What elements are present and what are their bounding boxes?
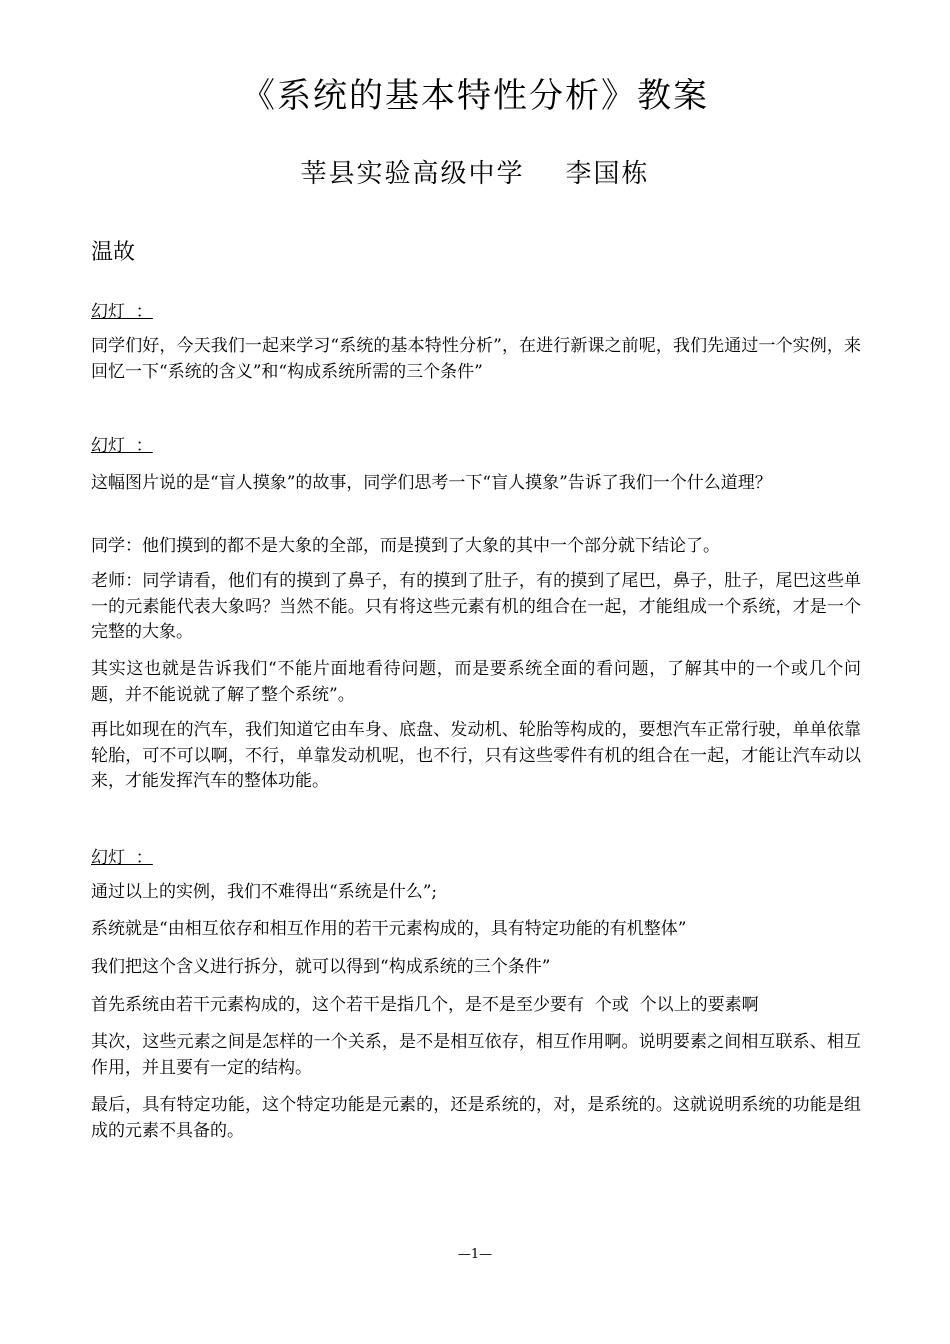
- slide-label-3: 幻灯 ：: [91, 848, 153, 868]
- paragraph: 再比如现在的汽车，我们知道它由车身、底盘、发动机、轮胎等构成的，要想汽车正常行驶，单单依靠轮胎，可不可以啊，不行，单靠发动机呢，也不行，只有这些零件有机的组合在一起，才能让汽车动以来，才能发挥汽车的整体功能。: [91, 720, 861, 791]
- author-line: 莘县实验高级中学 李国栋: [300, 159, 650, 189]
- paragraph: 我们把这个含义进行拆分，就可以得到“构成系统的三个条件”: [91, 957, 551, 977]
- paragraph: 最后，具有特定功能，这个特定功能是元素的，还是系统的，对，是系统的。这就说明系统的功能是组成的元素不具备的。: [91, 1095, 861, 1141]
- section-heading: 温故: [91, 240, 136, 265]
- paragraph: 其次，这些元素之间是怎样的一个关系，是不是相互依存，相互作用啊。说明要素之间相互联系、相互作用，并且要有一定的结构。: [91, 1032, 861, 1078]
- page-number: —1—: [457, 1247, 493, 1262]
- paragraph: 系统就是“由相互依存和相互作用的若干元素构成的，具有特定功能的有机整体”: [91, 919, 687, 939]
- paragraph: 其实这也就是告诉我们“不能片面地看待问题，而是要系统全面的看问题，了解其中的一个或几个问题，并不能说就了解了整个系统”。: [91, 659, 861, 705]
- paragraph: 同学：他们摸到的都不是大象的全部，而是摸到了大象的其中一个部分就下结论了。: [91, 536, 720, 556]
- slide-label-1: 幻灯 ：: [91, 302, 153, 322]
- paragraph: 通过以上的实例，我们不难得出“系统是什么”;: [91, 882, 438, 902]
- paragraph: 同学们好，今天我们一起来学习“系统的基本特性分析”，在进行新课之前呢，我们先通过一个实例，来回忆一下“系统的含义”和“构成系统所需的三个条件”: [91, 336, 861, 382]
- paragraph: 这幅图片说的是“盲人摸象”的故事，同学们思考一下“盲人摸象”告诉了我们一个什么道理？: [91, 473, 772, 493]
- paragraph: 老师：同学请看，他们有的摸到了鼻子，有的摸到了肚子，有的摸到了尾巴，鼻子，肚子，尾巴这些单一的元素能代表大象吗？当然不能。只有将这些元素有机的组合在一起，才能组成一个系统，才是一个完整的大象。: [91, 571, 861, 642]
- document-title: 《系统的基本特性分析》教案: [241, 76, 709, 116]
- paragraph: 首先系统由若干元素构成的，这个若干是指几个，是不是至少要有 个或 个以上的要素啊: [91, 995, 759, 1015]
- slide-label-2: 幻灯 ：: [91, 436, 153, 456]
